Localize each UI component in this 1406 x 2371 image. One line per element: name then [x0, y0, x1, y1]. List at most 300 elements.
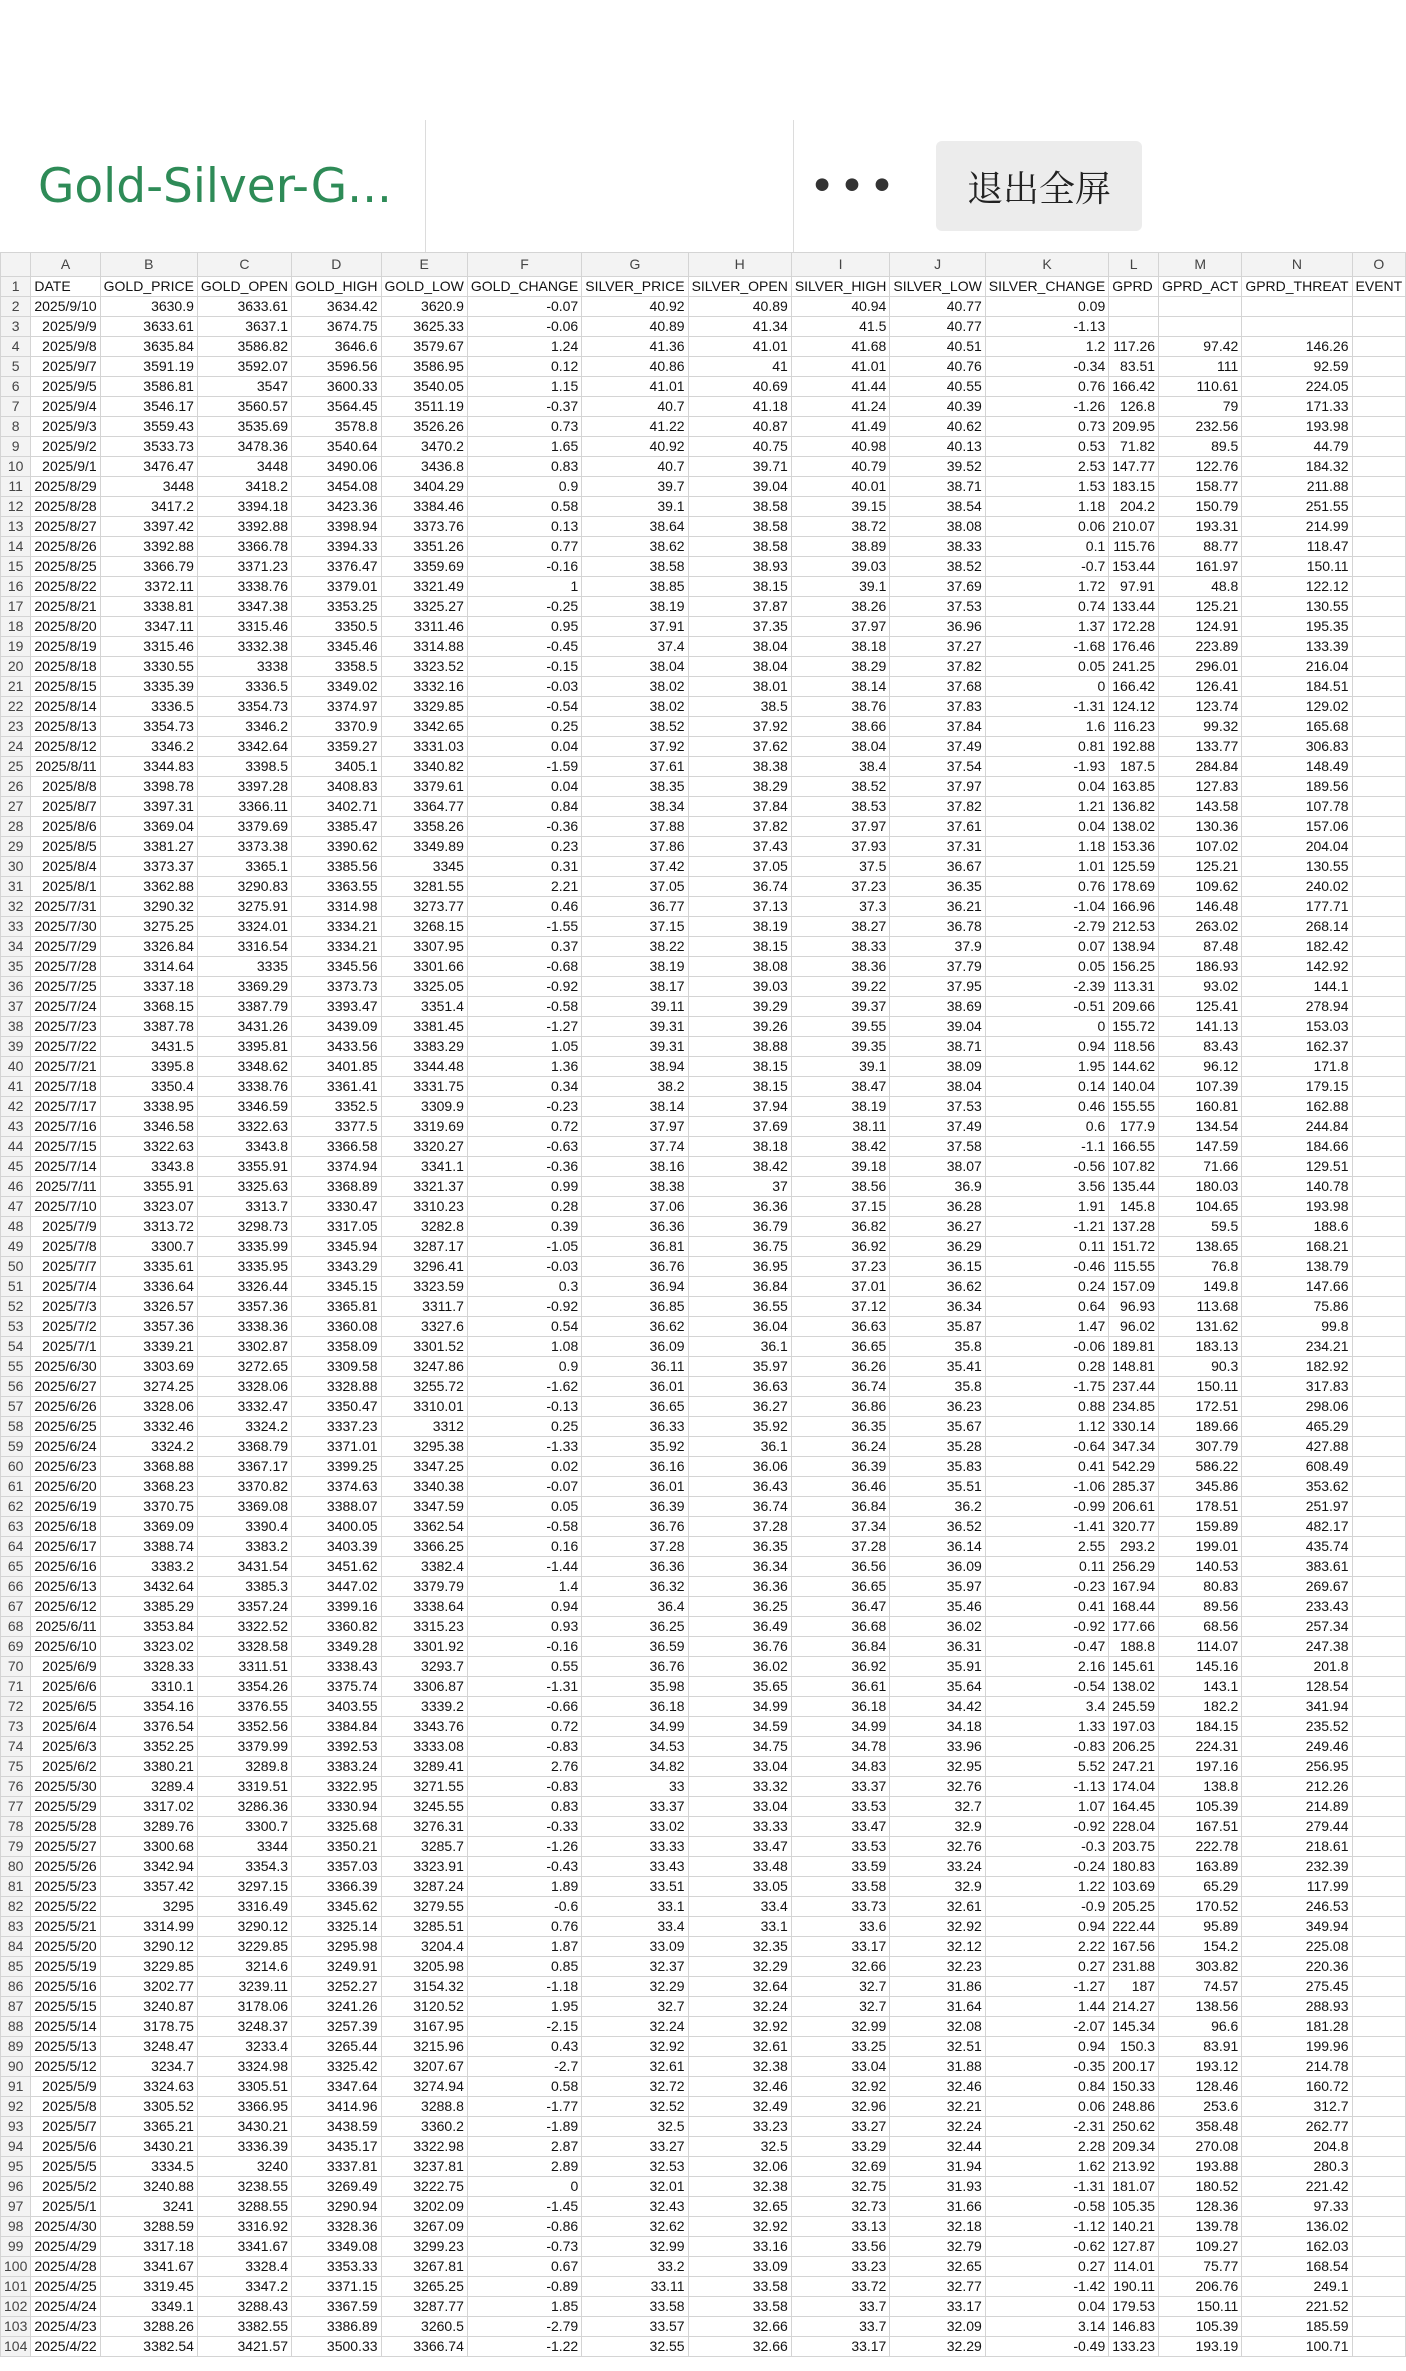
data-cell[interactable]: 38.64	[582, 517, 688, 537]
data-cell[interactable]: 3368.23	[100, 1477, 197, 1497]
data-cell[interactable]: 0.94	[985, 1917, 1108, 1937]
data-cell[interactable]: 35.67	[890, 1417, 985, 1437]
data-cell[interactable]: -0.92	[985, 1617, 1108, 1637]
data-cell[interactable]: 3357.24	[197, 1597, 291, 1617]
data-cell[interactable]: 40.39	[890, 397, 985, 417]
data-cell[interactable]: -0.58	[467, 997, 581, 1017]
data-cell[interactable]: 37.79	[890, 957, 985, 977]
data-cell[interactable]	[1352, 837, 1406, 857]
data-cell[interactable]: 2025/6/25	[31, 1417, 100, 1437]
data-cell[interactable]: 32.44	[890, 2137, 985, 2157]
data-cell[interactable]: 3338.43	[292, 1657, 381, 1677]
data-cell[interactable]: 3417.2	[100, 497, 197, 517]
data-cell[interactable]: 139.78	[1159, 2217, 1242, 2237]
data-cell[interactable]	[1352, 1777, 1406, 1797]
data-cell[interactable]: 3267.81	[381, 2257, 467, 2277]
data-cell[interactable]: 0.13	[467, 517, 581, 537]
data-cell[interactable]: 33.6	[791, 1917, 890, 1937]
data-cell[interactable]: -0.34	[985, 357, 1108, 377]
data-cell[interactable]: 3369.04	[100, 817, 197, 837]
data-cell[interactable]: 3451.62	[292, 1557, 381, 1577]
data-cell[interactable]: 2025/5/15	[31, 1997, 100, 2017]
data-cell[interactable]: 33.05	[688, 1877, 791, 1897]
data-cell[interactable]: 3579.67	[381, 337, 467, 357]
data-cell[interactable]: 3340.38	[381, 1477, 467, 1497]
data-cell[interactable]: 296.01	[1159, 657, 1242, 677]
data-cell[interactable]: -1.41	[985, 1517, 1108, 1537]
data-cell[interactable]: 2025/8/27	[31, 517, 100, 537]
data-cell[interactable]	[1352, 757, 1406, 777]
data-cell[interactable]: 3328.06	[197, 1377, 291, 1397]
data-cell[interactable]: 358.48	[1159, 2117, 1242, 2137]
data-cell[interactable]: 2025/6/12	[31, 1597, 100, 1617]
data-cell[interactable]: 136.82	[1109, 797, 1159, 817]
data-cell[interactable]	[1352, 637, 1406, 657]
data-cell[interactable]: 36.14	[890, 1537, 985, 1557]
data-cell[interactable]: 35.65	[688, 1677, 791, 1697]
data-cell[interactable]: 3350.21	[292, 1837, 381, 1857]
data-cell[interactable]: 3382.54	[100, 2337, 197, 2357]
data-cell[interactable]: 3167.95	[381, 2017, 467, 2037]
data-cell[interactable]	[1352, 1037, 1406, 1057]
data-cell[interactable]: 383.61	[1242, 1557, 1352, 1577]
data-cell[interactable]: 3323.52	[381, 657, 467, 677]
data-cell[interactable]: 3323.59	[381, 1277, 467, 1297]
data-cell[interactable]: -2.7	[467, 2057, 581, 2077]
data-cell[interactable]: -0.73	[467, 2237, 581, 2257]
data-cell[interactable]: 32.53	[582, 2157, 688, 2177]
data-cell[interactable]: 3335	[197, 957, 291, 977]
data-cell[interactable]: 3215.96	[381, 2037, 467, 2057]
row-number[interactable]: 104	[1, 2337, 31, 2357]
data-cell[interactable]: 3373.76	[381, 517, 467, 537]
data-cell[interactable]: 2025/6/19	[31, 1497, 100, 1517]
data-cell[interactable]	[1109, 297, 1159, 317]
row-number[interactable]: 18	[1, 617, 31, 637]
data-cell[interactable]: 114.07	[1159, 1637, 1242, 1657]
data-cell[interactable]: 3646.6	[292, 337, 381, 357]
data-cell[interactable]: 125.21	[1159, 857, 1242, 877]
data-cell[interactable]: 33.51	[582, 1877, 688, 1897]
data-cell[interactable]: 3600.33	[292, 377, 381, 397]
data-cell[interactable]: 36.01	[582, 1377, 688, 1397]
data-cell[interactable]: -0.06	[467, 317, 581, 337]
data-cell[interactable]	[1352, 717, 1406, 737]
data-cell[interactable]: 32.7	[791, 1977, 890, 1997]
row-number[interactable]: 69	[1, 1637, 31, 1657]
data-cell[interactable]: 37.05	[582, 877, 688, 897]
data-cell[interactable]: 2025/7/3	[31, 1297, 100, 1317]
data-cell[interactable]: 3403.55	[292, 1697, 381, 1717]
data-cell[interactable]: 212.26	[1242, 1777, 1352, 1797]
data-cell[interactable]: 32.29	[582, 1977, 688, 1997]
data-cell[interactable]: -0.43	[467, 1857, 581, 1877]
data-cell[interactable]: 3397.31	[100, 797, 197, 817]
data-cell[interactable]: 37.62	[688, 737, 791, 757]
data-cell[interactable]: 37.12	[791, 1297, 890, 1317]
data-cell[interactable]: 32.5	[582, 2117, 688, 2137]
data-cell[interactable]: 3436.8	[381, 457, 467, 477]
data-cell[interactable]	[1352, 1817, 1406, 1837]
data-cell[interactable]: 39.1	[582, 497, 688, 517]
data-cell[interactable]: 32.61	[582, 2057, 688, 2077]
data-cell[interactable]	[1352, 497, 1406, 517]
data-cell[interactable]: 253.6	[1159, 2097, 1242, 2117]
data-cell[interactable]: 33.57	[582, 2317, 688, 2337]
data-cell[interactable]: -1.75	[985, 1377, 1108, 1397]
data-cell[interactable]: 3314.98	[292, 897, 381, 917]
data-cell[interactable]: 40.76	[890, 357, 985, 377]
data-cell[interactable]: 188.8	[1109, 1637, 1159, 1657]
data-cell[interactable]: 33.23	[688, 2117, 791, 2137]
data-cell[interactable]: -2.79	[467, 2317, 581, 2337]
row-number[interactable]: 10	[1, 457, 31, 477]
data-cell[interactable]: -1.13	[985, 317, 1108, 337]
data-cell[interactable]: 3370.75	[100, 1497, 197, 1517]
data-cell[interactable]: 39.04	[688, 477, 791, 497]
data-cell[interactable]: 3366.78	[197, 537, 291, 557]
data-cell[interactable]: 125.59	[1109, 857, 1159, 877]
data-cell[interactable]: 3328.58	[197, 1637, 291, 1657]
data-cell[interactable]: 32.01	[582, 2177, 688, 2197]
data-cell[interactable]: 140.04	[1109, 1077, 1159, 1097]
data-cell[interactable]: 3326.84	[100, 937, 197, 957]
data-cell[interactable]: 3418.2	[197, 477, 291, 497]
data-cell[interactable]: 138.56	[1159, 1997, 1242, 2017]
column-header-g[interactable]: G	[582, 253, 688, 277]
data-cell[interactable]: 3330.55	[100, 657, 197, 677]
data-cell[interactable]: 37.94	[688, 1097, 791, 1117]
data-cell[interactable]: -0.49	[985, 2337, 1108, 2357]
data-cell[interactable]: 2025/4/23	[31, 2317, 100, 2337]
data-cell[interactable]: 3637.1	[197, 317, 291, 337]
data-cell[interactable]: 3332.47	[197, 1397, 291, 1417]
data-cell[interactable]	[1352, 337, 1406, 357]
data-cell[interactable]: 33.1	[688, 1917, 791, 1937]
data-cell[interactable]: 38.42	[688, 1157, 791, 1177]
data-cell[interactable]: 184.66	[1242, 1137, 1352, 1157]
data-cell[interactable]: 3352.5	[292, 1097, 381, 1117]
data-cell[interactable]: 99.8	[1242, 1317, 1352, 1337]
header-cell[interactable]: SILVER_OPEN	[688, 277, 791, 297]
data-cell[interactable]: 3328.36	[292, 2217, 381, 2237]
data-cell[interactable]: 144.1	[1242, 977, 1352, 997]
data-cell[interactable]: 0.04	[985, 2297, 1108, 2317]
data-cell[interactable]: 36.78	[890, 917, 985, 937]
data-cell[interactable]: 3343.76	[381, 1717, 467, 1737]
row-number[interactable]: 32	[1, 897, 31, 917]
data-cell[interactable]: 33.09	[582, 1937, 688, 1957]
data-cell[interactable]: 3334.21	[292, 937, 381, 957]
data-cell[interactable]: 97.91	[1109, 577, 1159, 597]
data-cell[interactable]	[1352, 1077, 1406, 1097]
row-number[interactable]: 38	[1, 1017, 31, 1037]
data-cell[interactable]: 224.05	[1242, 377, 1352, 397]
data-cell[interactable]: 38.11	[791, 1117, 890, 1137]
data-cell[interactable]: 3349.1	[100, 2297, 197, 2317]
data-cell[interactable]: 2025/7/29	[31, 937, 100, 957]
data-cell[interactable]: 224.31	[1159, 1737, 1242, 1757]
data-cell[interactable]: 79	[1159, 397, 1242, 417]
data-cell[interactable]: 3341.1	[381, 1157, 467, 1177]
data-cell[interactable]: 37.53	[890, 1097, 985, 1117]
data-cell[interactable]: 3299.23	[381, 2237, 467, 2257]
data-cell[interactable]: 3343.8	[197, 1137, 291, 1157]
data-cell[interactable]: 3392.88	[197, 517, 291, 537]
data-cell[interactable]: 0.9	[467, 477, 581, 497]
data-cell[interactable]: 36.21	[890, 897, 985, 917]
data-cell[interactable]: 41.34	[688, 317, 791, 337]
row-number[interactable]: 41	[1, 1077, 31, 1097]
data-cell[interactable]: 3363.55	[292, 877, 381, 897]
data-cell[interactable]: 38.15	[688, 937, 791, 957]
data-cell[interactable]	[1352, 1977, 1406, 1997]
data-cell[interactable]	[1352, 2277, 1406, 2297]
data-cell[interactable]: 32.99	[582, 2237, 688, 2257]
data-cell[interactable]: 2025/6/5	[31, 1697, 100, 1717]
row-number[interactable]: 20	[1, 657, 31, 677]
data-cell[interactable]	[1352, 397, 1406, 417]
data-cell[interactable]: 138.79	[1242, 1257, 1352, 1277]
data-cell[interactable]: 3257.39	[292, 2017, 381, 2037]
data-cell[interactable]: 185.59	[1242, 2317, 1352, 2337]
data-cell[interactable]: 33.96	[890, 1737, 985, 1757]
column-header-m[interactable]: M	[1159, 253, 1242, 277]
data-cell[interactable]: 3633.61	[100, 317, 197, 337]
data-cell[interactable]: 150.3	[1109, 2037, 1159, 2057]
data-cell[interactable]: 97.42	[1159, 337, 1242, 357]
data-cell[interactable]: 3394.33	[292, 537, 381, 557]
data-cell[interactable]: 214.99	[1242, 517, 1352, 537]
data-cell[interactable]: 95.89	[1159, 1917, 1242, 1937]
data-cell[interactable]: 38.27	[791, 917, 890, 937]
data-cell[interactable]: 41.68	[791, 337, 890, 357]
data-cell[interactable]: 40.87	[688, 417, 791, 437]
data-cell[interactable]: 3342.64	[197, 737, 291, 757]
data-cell[interactable]: 0.88	[985, 1397, 1108, 1417]
data-cell[interactable]: 71.66	[1159, 1157, 1242, 1177]
data-cell[interactable]	[1352, 1697, 1406, 1717]
data-cell[interactable]: 2025/6/3	[31, 1737, 100, 1757]
row-number[interactable]: 47	[1, 1197, 31, 1217]
data-cell[interactable]: 37.31	[890, 837, 985, 857]
data-cell[interactable]: 3382.4	[381, 1557, 467, 1577]
data-cell[interactable]: 0.43	[467, 2037, 581, 2057]
data-cell[interactable]: 38.88	[688, 1037, 791, 1057]
data-cell[interactable]: 32.23	[890, 1957, 985, 1977]
column-header-i[interactable]: I	[791, 253, 890, 277]
data-cell[interactable]	[1352, 2137, 1406, 2157]
data-cell[interactable]: 97.33	[1242, 2197, 1352, 2217]
data-cell[interactable]: 32.29	[890, 2337, 985, 2357]
data-cell[interactable]: 3370.82	[197, 1477, 291, 1497]
data-cell[interactable]: 89.56	[1159, 1597, 1242, 1617]
data-cell[interactable]: 76.8	[1159, 1257, 1242, 1277]
data-cell[interactable]: 38.5	[688, 697, 791, 717]
row-number[interactable]: 67	[1, 1597, 31, 1617]
data-cell[interactable]	[1352, 1217, 1406, 1237]
data-cell[interactable]: 3347.64	[292, 2077, 381, 2097]
data-cell[interactable]: 3317.18	[100, 2237, 197, 2257]
data-cell[interactable]: 3285.51	[381, 1917, 467, 1937]
data-cell[interactable]: 2.53	[985, 457, 1108, 477]
data-cell[interactable]: 35.46	[890, 1597, 985, 1617]
row-number[interactable]: 68	[1, 1617, 31, 1637]
data-cell[interactable]: 214.89	[1242, 1797, 1352, 1817]
data-cell[interactable]: 3533.73	[100, 437, 197, 457]
data-cell[interactable]: 3368.79	[197, 1437, 291, 1457]
data-cell[interactable]: 3240	[197, 2157, 291, 2177]
data-cell[interactable]: 40.92	[582, 437, 688, 457]
data-cell[interactable]: 3368.15	[100, 997, 197, 1017]
data-cell[interactable]: 2.28	[985, 2137, 1108, 2157]
data-cell[interactable]: 31.64	[890, 1997, 985, 2017]
data-cell[interactable]: 1.08	[467, 1337, 581, 1357]
data-cell[interactable]	[1109, 317, 1159, 337]
data-cell[interactable]: 37.68	[890, 677, 985, 697]
data-cell[interactable]: 40.86	[582, 357, 688, 377]
data-cell[interactable]: 36.35	[890, 877, 985, 897]
data-cell[interactable]: 37.3	[791, 897, 890, 917]
data-cell[interactable]: 33.73	[791, 1897, 890, 1917]
data-cell[interactable]: 38.04	[688, 657, 791, 677]
data-cell[interactable]: 247.38	[1242, 1637, 1352, 1657]
data-cell[interactable]	[1352, 817, 1406, 837]
row-number[interactable]: 51	[1, 1277, 31, 1297]
data-cell[interactable]: 37.27	[890, 637, 985, 657]
data-cell[interactable]: 38.69	[890, 997, 985, 1017]
column-header-b[interactable]: B	[100, 253, 197, 277]
data-cell[interactable]: 0.67	[467, 2257, 581, 2277]
data-cell[interactable]: 241.25	[1109, 657, 1159, 677]
data-cell[interactable]: 3324.63	[100, 2077, 197, 2097]
data-cell[interactable]: 608.49	[1242, 1457, 1352, 1477]
data-cell[interactable]: 36.84	[688, 1277, 791, 1297]
data-cell[interactable]: 3255.72	[381, 1377, 467, 1397]
row-number[interactable]: 102	[1, 2297, 31, 2317]
data-cell[interactable]: 39.04	[890, 1017, 985, 1037]
data-cell[interactable]: 41.01	[582, 377, 688, 397]
data-cell[interactable]: 3325.63	[197, 1177, 291, 1197]
data-cell[interactable]: 218.61	[1242, 1837, 1352, 1857]
row-number[interactable]: 100	[1, 2257, 31, 2277]
data-cell[interactable]: 134.54	[1159, 1117, 1242, 1137]
data-cell[interactable]: 36.59	[582, 1637, 688, 1657]
data-cell[interactable]: 209.95	[1109, 417, 1159, 437]
data-cell[interactable]: 2025/6/10	[31, 1637, 100, 1657]
data-cell[interactable]: -1.04	[985, 897, 1108, 917]
data-cell[interactable]: 1.85	[467, 2297, 581, 2317]
data-cell[interactable]	[1352, 537, 1406, 557]
data-cell[interactable]: 38.07	[890, 1157, 985, 1177]
data-cell[interactable]: 36.52	[890, 1517, 985, 1537]
data-cell[interactable]	[1352, 2337, 1406, 2357]
data-cell[interactable]: 37.84	[688, 797, 791, 817]
data-cell[interactable]: 0.99	[467, 1177, 581, 1197]
data-cell[interactable]: 35.28	[890, 1437, 985, 1457]
data-cell[interactable]: 306.83	[1242, 737, 1352, 757]
data-cell[interactable]: 33.11	[582, 2277, 688, 2297]
data-cell[interactable]: 109.27	[1159, 2237, 1242, 2257]
data-cell[interactable]: 2025/7/21	[31, 1057, 100, 1077]
data-cell[interactable]: 38.04	[791, 737, 890, 757]
data-cell[interactable]: 2025/8/19	[31, 637, 100, 657]
data-cell[interactable]: 2025/8/6	[31, 817, 100, 837]
data-cell[interactable]: 3248.47	[100, 2037, 197, 2057]
data-cell[interactable]: 36.35	[688, 1537, 791, 1557]
data-cell[interactable]: 187.5	[1109, 757, 1159, 777]
data-cell[interactable]: 147.77	[1109, 457, 1159, 477]
data-cell[interactable]: 115.55	[1109, 1257, 1159, 1277]
data-cell[interactable]: 3120.52	[381, 1997, 467, 2017]
data-cell[interactable]: 34.99	[688, 1697, 791, 1717]
data-cell[interactable]: 3360.2	[381, 2117, 467, 2137]
data-cell[interactable]: 140.53	[1159, 1557, 1242, 1577]
data-cell[interactable]: -0.15	[467, 657, 581, 677]
data-cell[interactable]: 347.34	[1109, 1437, 1159, 1457]
data-cell[interactable]: 37.5	[791, 857, 890, 877]
data-cell[interactable]: 3315.46	[100, 637, 197, 657]
data-cell[interactable]: 222.78	[1159, 1837, 1242, 1857]
data-cell[interactable]: -0.7	[985, 557, 1108, 577]
data-cell[interactable]: 126.8	[1109, 397, 1159, 417]
data-cell[interactable]: 3357.42	[100, 1877, 197, 1897]
data-cell[interactable]: 3392.53	[292, 1737, 381, 1757]
data-cell[interactable]: 37.69	[688, 1117, 791, 1137]
data-cell[interactable]: 3322.63	[197, 1117, 291, 1137]
data-cell[interactable]: 3387.78	[100, 1017, 197, 1037]
data-cell[interactable]: 96.12	[1159, 1057, 1242, 1077]
data-cell[interactable]: 38.72	[791, 517, 890, 537]
data-cell[interactable]: 2025/8/18	[31, 657, 100, 677]
data-cell[interactable]: 0.76	[467, 1917, 581, 1937]
data-cell[interactable]: 3404.29	[381, 477, 467, 497]
data-cell[interactable]: 36.36	[688, 1577, 791, 1597]
data-cell[interactable]: 32.77	[890, 2277, 985, 2297]
data-cell[interactable]: 0.83	[467, 457, 581, 477]
data-cell[interactable]: 137.28	[1109, 1217, 1159, 1237]
data-cell[interactable]: 92.59	[1242, 357, 1352, 377]
data-cell[interactable]: 2025/8/11	[31, 757, 100, 777]
data-cell[interactable]: 162.03	[1242, 2237, 1352, 2257]
data-cell[interactable]: 3559.43	[100, 417, 197, 437]
data-cell[interactable]: 116.23	[1109, 717, 1159, 737]
data-cell[interactable]: 2025/8/1	[31, 877, 100, 897]
data-cell[interactable]: 209.66	[1109, 997, 1159, 1017]
data-cell[interactable]: 3249.91	[292, 1957, 381, 1977]
data-cell[interactable]: 3325.14	[292, 1917, 381, 1937]
data-cell[interactable]: 39.15	[791, 497, 890, 517]
data-cell[interactable]: 3288.43	[197, 2297, 291, 2317]
data-cell[interactable]	[1352, 1897, 1406, 1917]
data-cell[interactable]: 3625.33	[381, 317, 467, 337]
data-cell[interactable]: 3319.69	[381, 1117, 467, 1137]
data-cell[interactable]	[1352, 297, 1406, 317]
row-number[interactable]: 92	[1, 2097, 31, 2117]
data-cell[interactable]: 3385.47	[292, 817, 381, 837]
header-cell[interactable]: GPRD_ACT	[1159, 277, 1242, 297]
data-cell[interactable]: 34.53	[582, 1737, 688, 1757]
data-cell[interactable]: 38.89	[791, 537, 890, 557]
data-cell[interactable]: -0.36	[467, 817, 581, 837]
data-cell[interactable]: 33.48	[688, 1857, 791, 1877]
row-number[interactable]: 5	[1, 357, 31, 377]
data-cell[interactable]: 3234.7	[100, 2057, 197, 2077]
data-cell[interactable]: 193.88	[1159, 2157, 1242, 2177]
data-cell[interactable]	[1352, 857, 1406, 877]
data-cell[interactable]: 317.83	[1242, 1377, 1352, 1397]
data-cell[interactable]: 2025/7/2	[31, 1317, 100, 1337]
